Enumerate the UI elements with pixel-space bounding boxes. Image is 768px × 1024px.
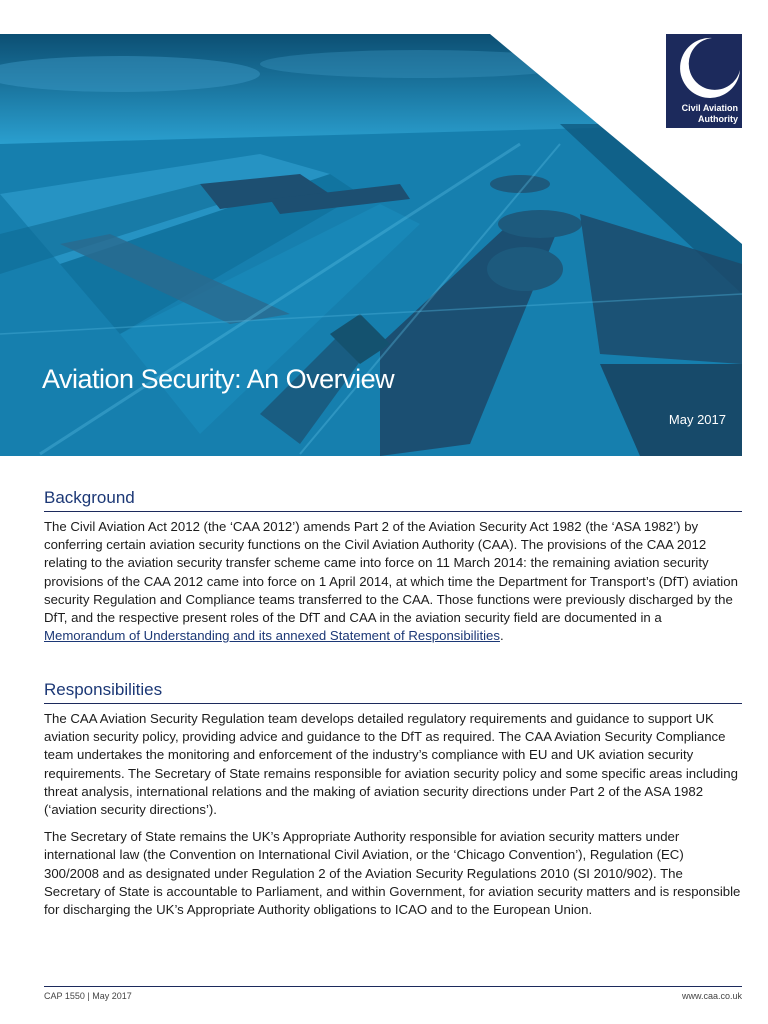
background-paragraph	[44, 518, 742, 645]
footer-reference: CAP 1550 | May 2017	[44, 991, 132, 1001]
caa-logo	[666, 34, 742, 128]
page-footer	[44, 986, 742, 1001]
footer-website: www.caa.co.uk	[681, 991, 742, 1001]
background-section	[44, 488, 742, 645]
logo-wordmark	[666, 103, 738, 125]
background-text-end: .	[499, 628, 504, 644]
logo-line-1: Civil Aviation	[681, 103, 738, 113]
responsibilities-paragraph-1: The CAA Aviation Security Regulation team develops detailed regulatory requirements and guidance to support UK aviation security policy, providing advice and guidance to the DfT as required. The CAA Aviation Security Compliance team undertakes the monitoring and enforcement of the industry’s compliance with EU and UK aviation security requirements. The Secretary of State remains responsible for aviation security policy and some specific areas including threat analysis, international relations and the making of aviation security directions under Part 2 of the ASA 1982 (‘aviation security directions’).	[44, 711, 738, 818]
responsibilities-heading: Responsibilities	[44, 680, 742, 704]
memorandum-link[interactable]: Memorandum of Understanding and its annexed Statement of Responsibilities	[44, 628, 500, 644]
page-title: Aviation Security: An Overview	[42, 364, 395, 394]
logo-line-2: Authority	[698, 114, 738, 124]
responsibilities-paragraph-2: The Secretary of State remains the UK’s Appropriate Authority responsible for aviation security matters under international law (the Convention on International Civil Aviation, or the ‘Chicago Convention’), Regulation (EC) 300/2008 and as designated under Regulation 2 of the Aviation Security Regulations 2010 (SI 2010/902). The Secretary of State is accountable to Parliament, and within Government, for aviation security matters and is responsible for discharging the UK’s Appropriate Authority obligations to ICAO and to the European Union.	[44, 829, 741, 918]
publication-date: May 2017	[668, 412, 726, 427]
hero-banner	[0, 34, 742, 456]
responsibilities-section	[44, 680, 742, 919]
background-heading: Background	[44, 488, 742, 512]
background-text: The Civil Aviation Act 2012 (the ‘CAA 2012’) amends Part 2 of the Aviation Security Act 1982 (the ‘ASA 1982’) by conferring certain aviation security functions on the Civil Aviation Authority (CAA). The provisions of the CAA 2012 relating to the aviation security transfer scheme came into force on 11 March 2014: the remaining aviation security provisions of the CAA 2012 came into force on 1 April 2014, at which time the Department for Transport’s (DfT) aviation security Regulation and Compliance teams transferred to the CAA. Those functions were previously discharged by the DfT, and the respective present roles of the DfT and CAA in the aviation security field are documented in a	[44, 519, 738, 626]
